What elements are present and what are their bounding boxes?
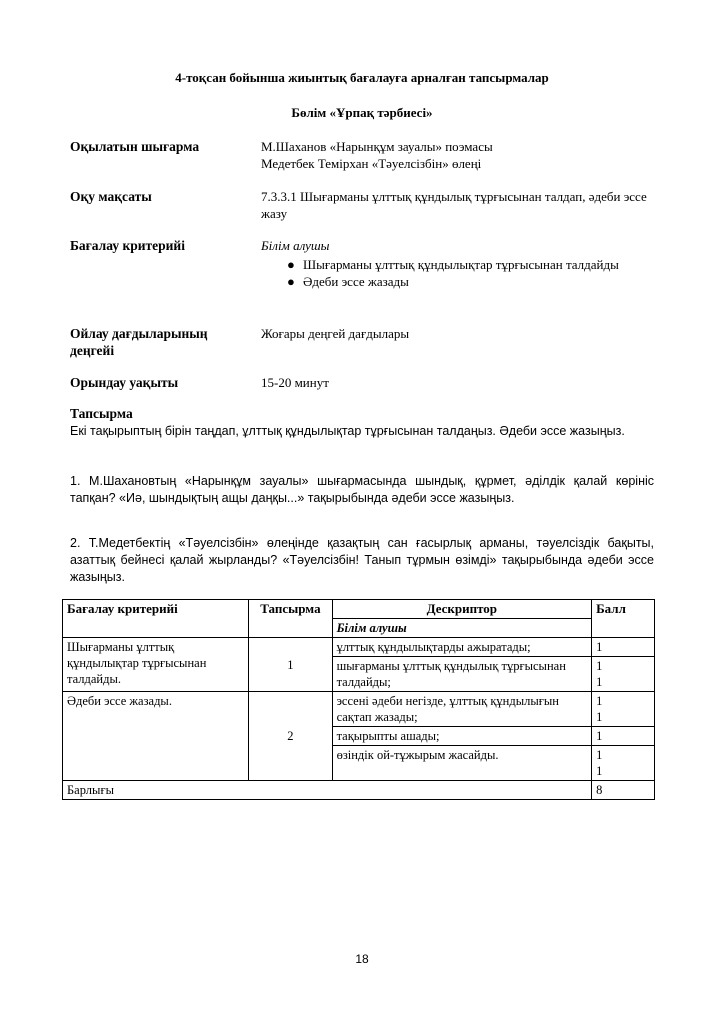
task-cell: 1 xyxy=(249,638,332,692)
document-title: 4-тоқсан бойынша жиынтық бағалауға арналған тапсырмалар xyxy=(175,70,549,85)
task-heading: Тапсырма xyxy=(70,406,133,421)
criteria-label: Бағалау критерийі xyxy=(70,238,185,253)
criteria-head: Білім алушы xyxy=(261,238,330,253)
thinking-label: Ойлау дағдыларының деңгейі xyxy=(70,326,208,358)
score-cell: 1 1 xyxy=(592,657,655,692)
criteria-cell: Әдеби эссе жазады. xyxy=(63,692,249,781)
page-number: 18 xyxy=(355,952,369,966)
works-value xyxy=(261,138,661,172)
table-total-row xyxy=(63,781,655,800)
descriptor-cell: тақырыпты ашады; xyxy=(332,727,592,746)
task-cell: 2 xyxy=(249,692,332,781)
works-line-1: М.Шаханов «Нарынқұм зауалы» поэмасы xyxy=(261,139,493,154)
descriptor-cell: шығарманы ұлттық құндылық тұрғысынан талдайды; xyxy=(332,657,592,692)
criteria-list xyxy=(261,256,661,290)
subheader-learner: Білім алушы xyxy=(332,619,592,638)
header-criteria: Бағалау критерийі xyxy=(63,600,249,638)
criteria-cell: Шығарманы ұлттық құндылықтар тұрғысынан талдайды. xyxy=(63,638,249,692)
bullet-icon: ● xyxy=(287,274,295,289)
task-item-1: 1. М.Шахановтың «Нарынқұм зауалы» шығармасында шындық, құрмет, әділдік қалай көрініс тапқан? «Иә, шындықтың ащы даңқы...» тақырыбында әдеби эссе жазыңыз. xyxy=(70,474,654,505)
score-cell: 1 1 xyxy=(592,692,655,727)
descriptor-cell: эссені әдеби негізде, ұлттық құндылығын сақтап жазады; xyxy=(332,692,592,727)
time-label: Орындау уақыты xyxy=(70,375,179,390)
criteria-item: ● Әдеби эссе жазады xyxy=(287,274,409,289)
total-label: Барлығы xyxy=(63,781,592,800)
table-header-row xyxy=(63,600,655,619)
criteria-item: ● Шығарманы ұлттық құндылықтар тұрғысынан талдайды xyxy=(287,257,619,272)
header-descriptor: Дескриптор xyxy=(332,600,592,619)
table-row xyxy=(63,692,655,727)
descriptor-cell: ұлттық құндылықтарды ажыратады; xyxy=(332,638,592,657)
criteria-value xyxy=(261,237,661,290)
header-score: Балл xyxy=(592,600,655,638)
section-title: Бөлім «Ұрпақ тәрбиесі» xyxy=(291,105,433,120)
descriptor-cell: өзіндік ой-тұжырым жасайды. xyxy=(332,746,592,781)
thinking-value: Жоғары деңгей дағдылары xyxy=(261,326,410,341)
table-row xyxy=(63,638,655,657)
task-item-2: 2. Т.Медетбектің «Тәуелсізбін» өлеңінде қазақтың сан ғасырлық арманы, тәуелсіздік бақыты, азаттық бейнесі қалай жырланды? «Тәуелсізбін! Танып тұрмын өзімді» тақырыбында әдеби эссе жазыңыз. xyxy=(70,536,654,584)
goal-value: 7.3.3.1 Шығарманы ұлттық құндылық тұрғысынан талдап, әдеби эссе жазу xyxy=(261,189,647,221)
score-cell: 1 xyxy=(592,638,655,657)
score-cell: 1 xyxy=(592,727,655,746)
total-value: 8 xyxy=(592,781,655,800)
header-task: Тапсырма xyxy=(249,600,332,638)
works-label: Оқылатын шығарма xyxy=(70,139,200,154)
assessment-table xyxy=(62,599,655,800)
goal-label: Оқу мақсаты xyxy=(70,189,152,204)
bullet-icon: ● xyxy=(287,257,295,272)
score-cell: 1 1 xyxy=(592,746,655,781)
task-intro: Екі тақырыптың бірін таңдап, ұлттық құндылықтар тұрғысынан талдаңыз. Әдеби эссе жазыңыз. xyxy=(70,424,625,438)
works-line-2: Медетбек Темірхан «Тәуелсізбін» өлеңі xyxy=(261,156,482,171)
time-value: 15-20 минут xyxy=(261,375,329,390)
